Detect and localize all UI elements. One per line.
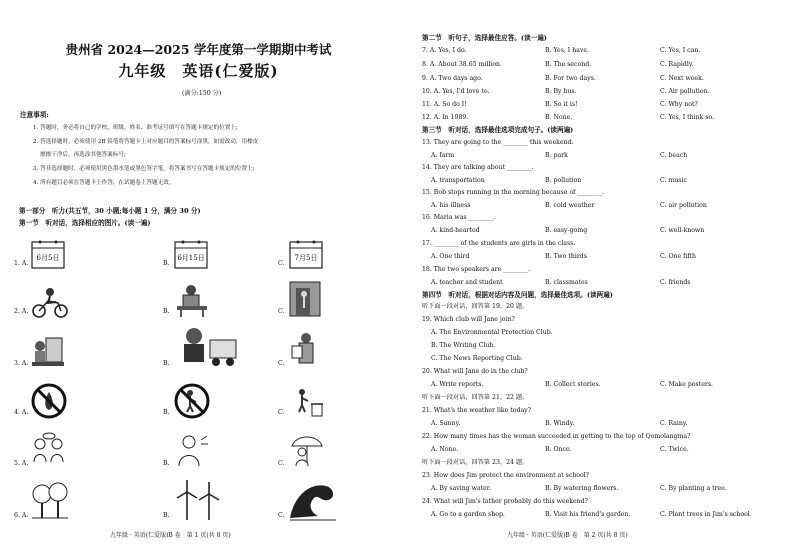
option-b: B. Windy. xyxy=(545,420,575,427)
option-a: A. Go to a garden shop. xyxy=(431,511,505,518)
option-b: B. The Writing Club. xyxy=(431,342,496,349)
notice-item: 擦擦干净后，再选涂其他答案标号; xyxy=(40,152,126,158)
option-c: C. well-known xyxy=(660,227,705,234)
option-label: C. xyxy=(278,260,285,267)
notice-item: 1. 答题时，务必将自己的学校、班级、姓名、准考证号填写在答题卡规定的位置上; xyxy=(33,125,238,131)
option-b: B. park xyxy=(545,152,568,159)
question-text: 18. The two speakers are ________. xyxy=(422,266,531,273)
section1-heading: 第一节 听对话，选择相应的图片。(读一遍) xyxy=(19,219,151,227)
wind-turbines-icon xyxy=(173,480,223,522)
calendar-date: 7月5日 xyxy=(294,254,318,262)
option-c: C. By planting a tree. xyxy=(660,485,727,492)
option-label: 2. A. xyxy=(14,308,29,315)
option-a: A. One third xyxy=(431,253,470,260)
no-fire-sign-icon xyxy=(30,382,68,420)
question-text: 22. How many times has the woman succeeded in getting to the top of Qomolangma? xyxy=(422,433,691,440)
option-label: C. xyxy=(278,409,285,416)
trees-icon xyxy=(30,480,70,522)
option-label: 3. A. xyxy=(14,360,29,367)
dialogue-intro: 听下面一段对话，回答第 23、24 题。 xyxy=(422,459,529,466)
option-a: A. Sunny. xyxy=(431,420,461,427)
exam-page-2 xyxy=(397,0,794,560)
option-a: A. kind-hearted xyxy=(431,227,480,234)
option-b: B. Once. xyxy=(545,446,572,453)
option-a: A. Write reports. xyxy=(431,381,484,388)
option-b: B. cold weather xyxy=(545,202,595,209)
dialogue-intro: 听下面一段对话，回答第 21、22 题。 xyxy=(422,394,529,401)
option-label: 1. A. xyxy=(14,260,29,267)
option-b: B. By bus. xyxy=(545,88,577,95)
option-b: B. Visit his friend's garden. xyxy=(545,511,631,518)
exam-subtitle: 九年级 英语(仁爱版) xyxy=(118,62,279,80)
option-a: A. None. xyxy=(431,446,459,453)
option-a: A. farm xyxy=(431,152,455,159)
option-label: B. xyxy=(163,409,170,416)
option-label: B. xyxy=(163,308,170,315)
option-c: C. One fifth xyxy=(660,253,697,260)
option-c: C. music xyxy=(660,177,687,184)
question-text: 20. What will Jane do in the club? xyxy=(422,368,528,375)
section4-heading: 第四节 听对话，根据对话内容及问题，选择最佳选项。(读两遍) xyxy=(422,291,613,299)
factory-worker-icon xyxy=(30,332,66,370)
option-label: B. xyxy=(163,512,170,519)
option-b: B. Two thirds xyxy=(545,253,587,260)
option-c: C. Why not? xyxy=(660,101,698,108)
option-c: C. Plant trees in Jim's school. xyxy=(660,511,752,518)
calendar-icon xyxy=(173,238,209,270)
option-a: A. The Environmental Protection Club. xyxy=(431,329,553,336)
question-text: 9. A. Two days ago. xyxy=(422,75,483,82)
person-icon xyxy=(173,432,211,468)
exam-title: 贵州省 2024—2025 学年度第一学期期中考试 xyxy=(65,42,332,57)
option-b: B. None. xyxy=(545,114,573,121)
question-text: 17. ________ of the students are girls in the class. xyxy=(422,240,576,247)
option-label: 4. A. xyxy=(14,409,29,416)
person-with-umbrella-icon xyxy=(288,432,326,468)
calendar-date: 6月5日 xyxy=(36,254,60,262)
question-text: 7. A. Yes, I do. xyxy=(422,47,467,54)
option-c: C. Twice. xyxy=(660,446,689,453)
option-label: B. xyxy=(163,260,170,267)
option-label: C. xyxy=(278,512,285,519)
option-c: C. The News Reporting Club. xyxy=(431,355,523,362)
option-label: 6. A. xyxy=(14,512,29,519)
question-text: 24. What will Jim's father probably do this weekend? xyxy=(422,498,588,505)
notice-title: 注意事项: xyxy=(20,111,49,119)
person-at-desk-icon xyxy=(173,282,211,318)
option-label: B. xyxy=(163,360,170,367)
option-a: A. By saving water. xyxy=(431,485,492,492)
trash-bin-icon xyxy=(288,382,326,420)
option-label: C. xyxy=(278,308,285,315)
person-reading-icon xyxy=(288,330,322,370)
section2-heading: 第二节 听句子，选择最佳应答。(读一遍) xyxy=(422,34,547,42)
option-label: 5. A. xyxy=(14,460,29,467)
notice-item: 4. 所有题目必须在答题卡上作答，在试题卷上答题无效。 xyxy=(33,180,175,186)
question-text: 11. A. So do I! xyxy=(422,101,467,108)
page-footer: 九年级 · 英语(仁爱版)B 卷 第 1 页(共 8 页) xyxy=(110,532,231,539)
calendar-icon xyxy=(288,238,324,270)
question-text: 12. A. In 1989. xyxy=(422,114,469,121)
page-footer: 九年级 · 英语(仁爱版)B 卷 第 2 页(共 8 页) xyxy=(507,532,628,539)
question-text: 10. A. Yes, I'd love to. xyxy=(422,88,490,95)
big-wave-icon xyxy=(288,478,338,522)
option-b: B. The second. xyxy=(545,61,592,68)
delivery-man-truck-icon xyxy=(180,326,240,370)
question-text: 8. A. About 38.65 million. xyxy=(422,61,503,68)
option-label: B. xyxy=(163,460,170,467)
option-c: C. Yes, I think so. xyxy=(660,114,715,121)
option-c: C. Rainy. xyxy=(660,420,688,427)
no-littering-sign-icon xyxy=(173,382,211,420)
option-c: C. friends xyxy=(660,279,691,286)
people-talking-icon xyxy=(30,432,68,468)
option-c: C. Next week. xyxy=(660,75,704,82)
question-text: 23. How does Jim protect the environment at school? xyxy=(422,472,590,479)
option-b: B. pollution xyxy=(545,177,582,184)
full-score: (满分:150 分) xyxy=(182,90,222,97)
option-b: B. Yes, I have. xyxy=(545,47,590,54)
option-label: C. xyxy=(278,360,285,367)
doorway-icon xyxy=(288,280,322,318)
question-text: 19. Which club will Jane join? xyxy=(422,316,515,323)
question-text: 21. What's the weather like today? xyxy=(422,407,531,414)
option-a: A. his illness xyxy=(431,202,471,209)
calendar-date: 6月15日 xyxy=(177,254,205,262)
option-c: C. beach xyxy=(660,152,688,159)
notice-item: 2. 答选择题时，必须使用 2B 铅笔将答题卡上对应题目的答案标号涂黑，如需改动，用橡皮 xyxy=(33,139,259,145)
option-b: B. easy-going xyxy=(545,227,588,234)
question-text: 16. Maria was ________. xyxy=(422,214,496,221)
dialogue-intro: 听下面一段对话，回答第 19、20 题。 xyxy=(422,303,529,310)
option-b: B. So it is! xyxy=(545,101,578,108)
option-a: A. transportation xyxy=(431,177,485,184)
part1-heading: 第一部分 听力(共五节，30 小题;每小题 1 分，满分 30 分) xyxy=(19,207,201,215)
option-c: C. Air pollution. xyxy=(660,88,710,95)
option-c: C. air pollution xyxy=(660,202,707,209)
question-text: 14. They are talking about ________. xyxy=(422,164,534,171)
option-label: C. xyxy=(278,460,285,467)
notice-item: 3. 答非选择题时，必须使用黑色墨水笔或黑色签字笔，将答案书写在答题卡规定的位置上; xyxy=(33,166,255,172)
option-a: A. teacher and student xyxy=(431,279,503,286)
motorbike-icon xyxy=(30,285,70,319)
option-b: B. classmates xyxy=(545,279,588,286)
calendar-icon xyxy=(30,238,66,270)
question-text: 15. Bob stops running in the morning because of ________. xyxy=(422,189,605,196)
option-b: B. Collect stories. xyxy=(545,381,601,388)
option-b: B. For two days. xyxy=(545,75,596,82)
question-text: 13. They are going to the ________ this weekend. xyxy=(422,139,574,146)
option-b: B. By watering flowers. xyxy=(545,485,619,492)
option-c: C. Make posters. xyxy=(660,381,713,388)
section3-heading: 第三节 听对话，选择最佳选项完成句子。(读两遍) xyxy=(422,126,574,134)
option-c: C. Rapidly. xyxy=(660,61,694,68)
option-c: C. Yes, I can. xyxy=(660,47,701,54)
